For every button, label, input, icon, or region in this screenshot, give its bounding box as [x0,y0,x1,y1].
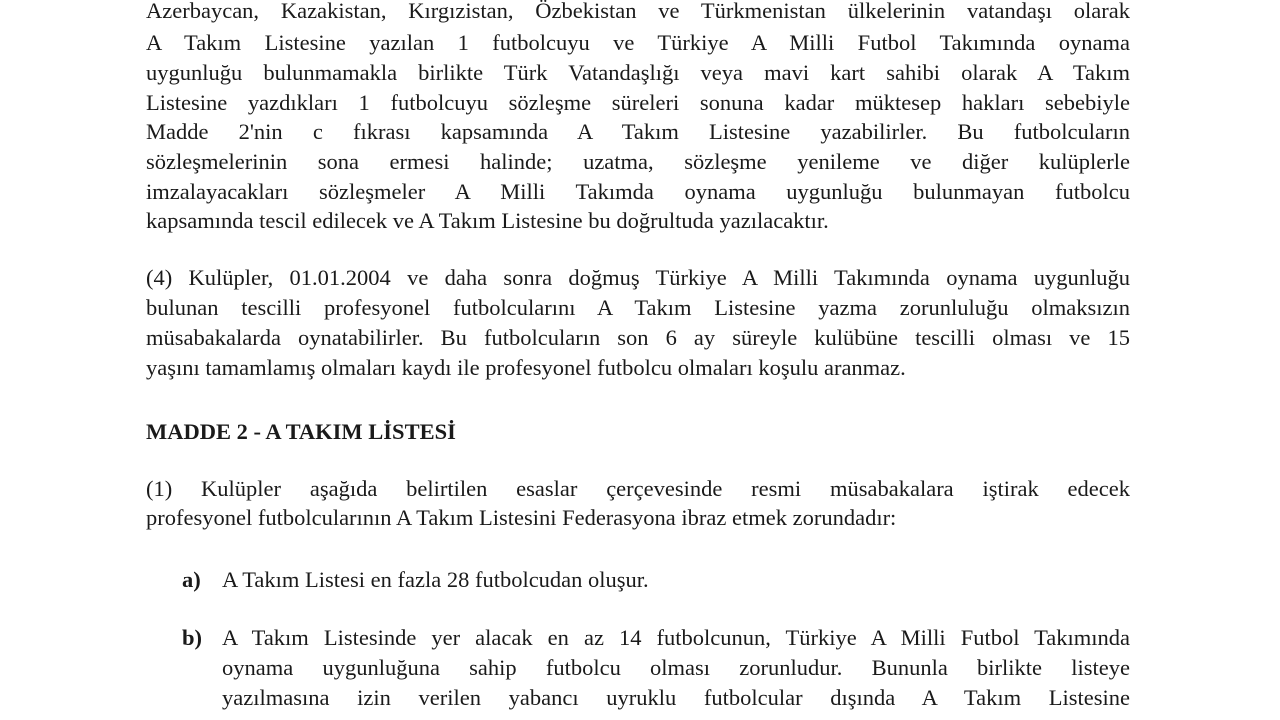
paragraph-4-line: müsabakalarda oynatabilirler. Bu futbolcuların son 6 ay süreyle kulübüne tescilli olması ve 15 [146,325,1130,350]
paragraph-line: uygunluğu bulunmamakla birlikte Türk Vatandaşlığı veya mavi kart sahibi olarak A Takım [146,60,1130,85]
item-b-line: oynama uygunluğuna sahip futbolcu olması zorunludur. Bununla birlikte listeye [222,655,1130,680]
paragraph-4-line: (4) Kulüpler, 01.01.2004 ve daha sonra doğmuş Türkiye A Milli Takımında oynama uygunluğu [146,265,1130,290]
article-heading: MADDE 2 - A TAKIM LİSTESİ [146,419,456,444]
paragraph-4-line: bulunan tescilli profesyonel futbolcularını A Takım Listesine yazma zorunluluğu olmaksızın [146,295,1130,320]
paragraph-line: Madde 2'nin c fıkrası kapsamında A Takım Listesine yazabilirler. Bu futbolcuların [146,119,1130,144]
paragraph-4-line: yaşını tamamlamış olmaları kaydı ile profesyonel futbolcu olmaları koşulu aranmaz. [146,355,906,380]
paragraph-line: Azerbaycan, Kazakistan, Kırgızistan, Özbekistan ve Türkmenistan ülkelerinin vatandaşı olarak [146,0,1130,23]
paragraph-line: imzalayacakları sözleşmeler A Milli Takımda oynama uygunluğu bulunmayan futbolcu [146,179,1130,204]
paragraph-1-line: profesyonel futbolcularının A Takım Listesini Federasyona ibraz etmek zorundadır: [146,505,897,530]
paragraph-line: sözleşmelerinin sona ermesi halinde; uzatma, sözleşme yenileme ve diğer kulüplerle [146,149,1130,174]
item-b-line: A Takım Listesinde yer alacak en az 14 futbolcunun, Türkiye A Milli Futbol Takımında [222,625,1130,650]
item-b-label: b) [182,625,203,650]
item-a-label: a) [182,567,201,592]
paragraph-line: Listesine yazdıkları 1 futbolcuyu sözleşme süreleri sonuna kadar müktesep hakları sebebiyle [146,90,1130,115]
paragraph-1-line: (1) Kulüpler aşağıda belirtilen esaslar çerçevesinde resmi müsabakalara iştirak edecek [146,476,1130,501]
paragraph-line: kapsamında tescil edilecek ve A Takım Listesine bu doğrultuda yazılacaktır. [146,208,829,233]
item-b-line: yazılmasına izin verilen yabancı uyruklu futbolcular dışında A Takım Listesine [222,685,1130,710]
paragraph-line: A Takım Listesine yazılan 1 futbolcuyu ve Türkiye A Milli Futbol Takımında oynama [146,30,1130,55]
item-a-line: A Takım Listesi en fazla 28 futbolcudan oluşur. [222,567,649,592]
